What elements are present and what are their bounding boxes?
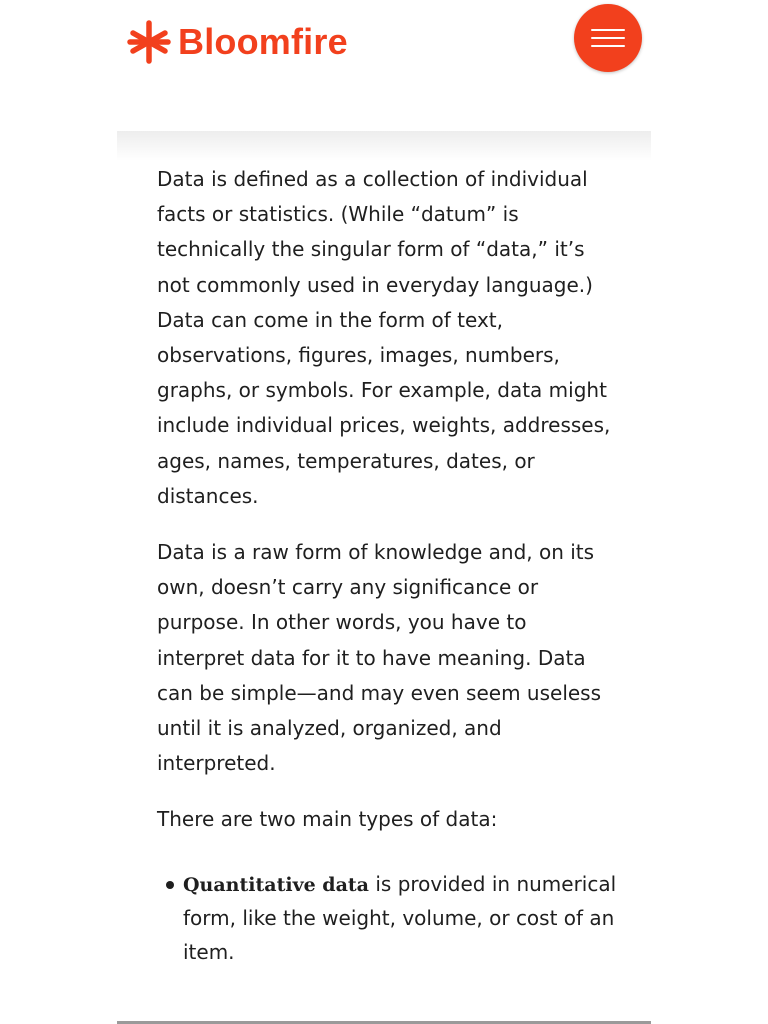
brand-name: Bloomfire: [178, 21, 348, 62]
bloomfire-asterisk-icon: [124, 17, 174, 67]
paragraph-types-intro: There are two main types of data:: [157, 807, 498, 832]
list-item-text: is provided in numerical form, like the weight, volume, or cost of an item.: [183, 871, 617, 964]
article-body: [157, 162, 619, 969]
paragraph-raw-knowledge: Data is a raw form of knowledge and, on its own, doesn’t carry any significance or purpose. In other words, you have to interpret data for it to have meaning. Data can be simple—and may even seem useless until it is analyzed, organized, and interpreted.: [157, 540, 602, 776]
menu-button[interactable]: [574, 4, 642, 72]
paragraph-definition: Data is defined as a collection of individual facts or statistics. (While “datum” is technically the singular form of “data,” it’s not commonly used in everyday language.) Data can come in the form of text, observations, figures, images, numbers, graphs, or symbols. For example, data might include individual prices, weights, addresses, ages, names, temperatures, dates, or distances.: [157, 167, 611, 508]
bloomfire-logo[interactable]: [124, 16, 348, 68]
header-shadow: [117, 131, 651, 161]
list-item-term: Quantitative data: [183, 873, 369, 896]
hamburger-menu-icon: [590, 27, 626, 49]
data-types-list: [157, 868, 619, 970]
list-item-quantitative: [157, 868, 619, 970]
bullet-icon: [166, 881, 174, 889]
site-header: [0, 0, 768, 132]
